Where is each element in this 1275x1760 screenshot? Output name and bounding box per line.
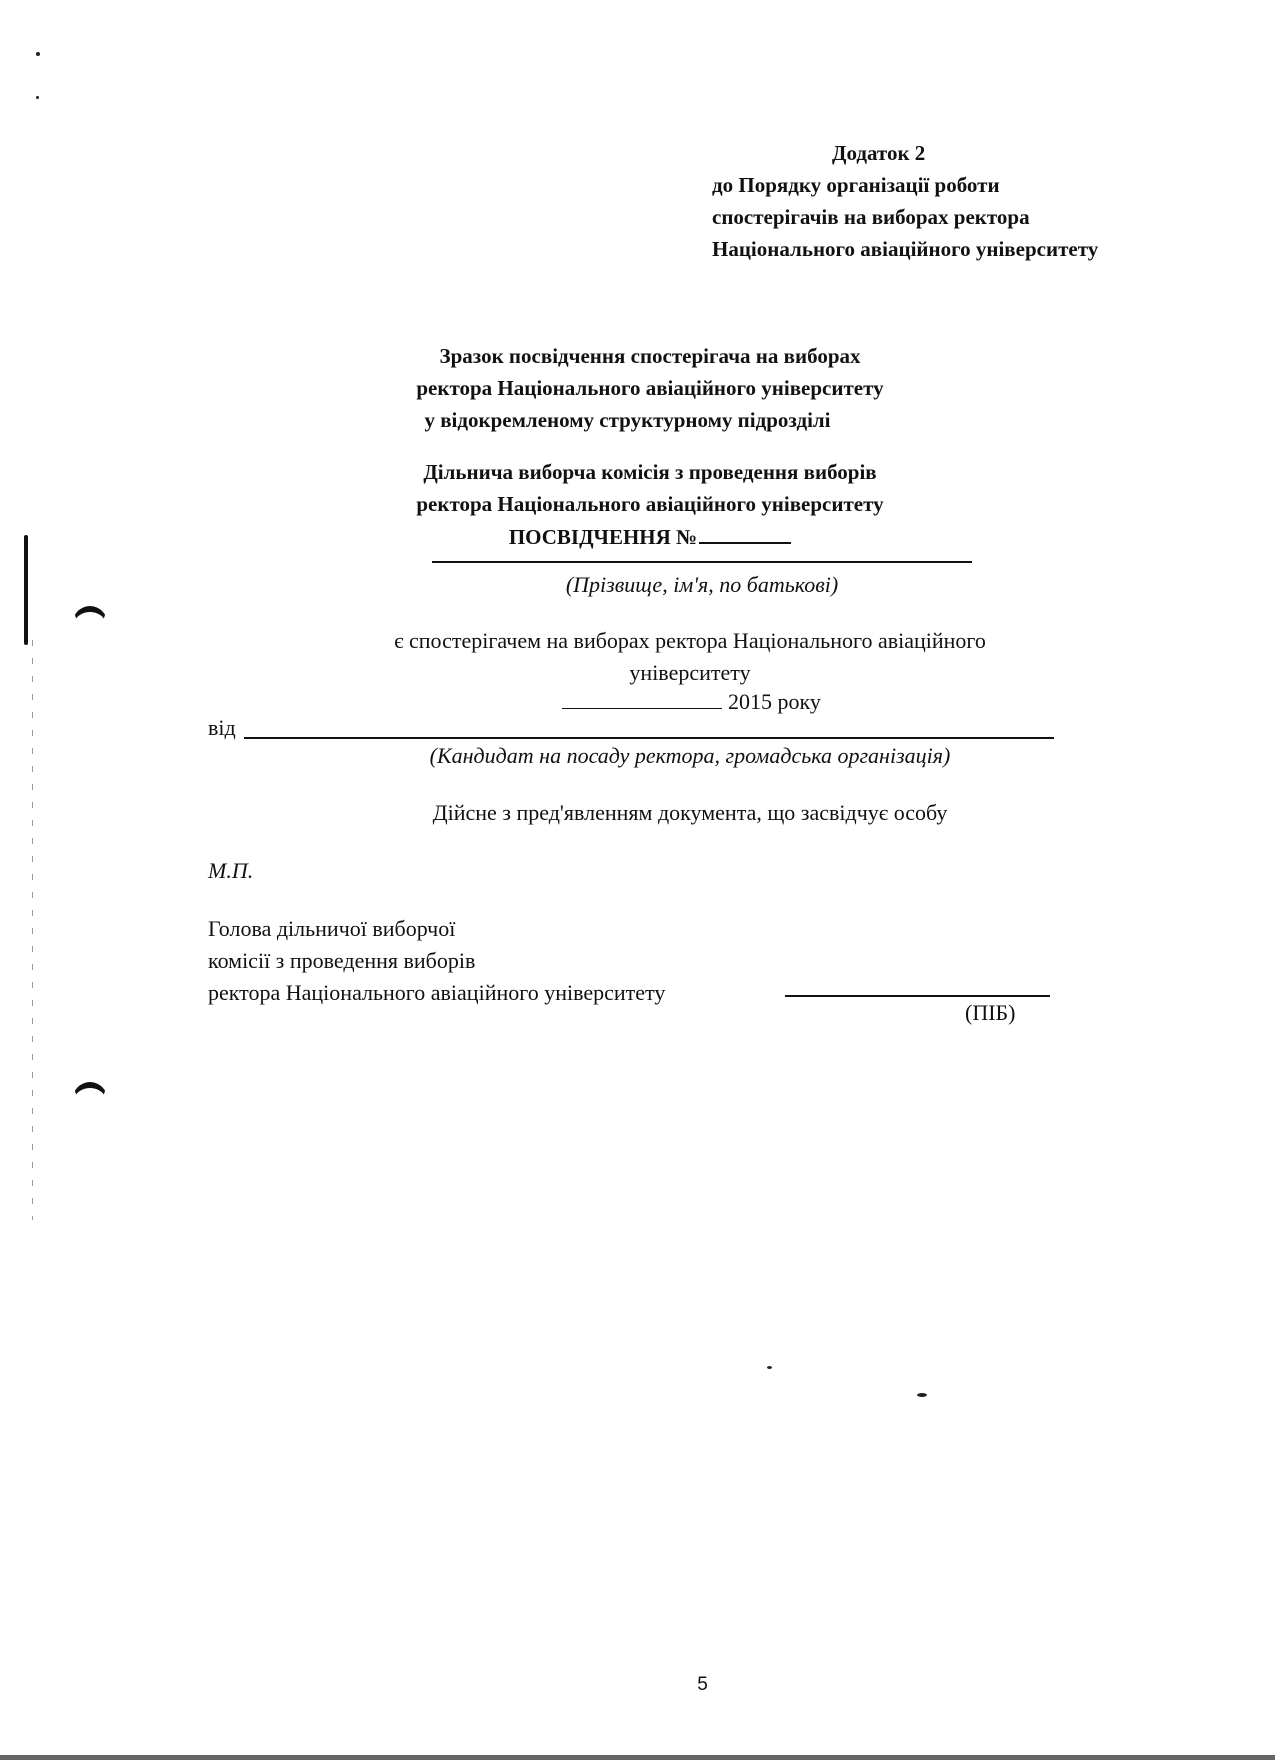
- signature-line: Голова дільничої виборчої: [208, 916, 456, 941]
- scan-speck: [36, 52, 40, 56]
- signature-caption: (ПІБ): [965, 1000, 1016, 1025]
- title-line: Зразок посвідчення спостерігача на виборах: [439, 344, 861, 368]
- signature-block: [208, 913, 665, 1009]
- observer-line: є спостерігачем на виборах ректора Національного авіаційного: [394, 628, 986, 653]
- appendix-line: Національного авіаційного університету: [712, 237, 1099, 261]
- page-number: 5: [697, 1674, 708, 1695]
- appendix-header: [712, 137, 1098, 265]
- commission-line: Дільнича виборча комісія з проведення виборів: [423, 460, 877, 484]
- scan-speck: [36, 96, 39, 99]
- signature-line: ректора Національного авіаційного університету: [208, 980, 666, 1005]
- year-text: 2015 року: [728, 689, 821, 714]
- punch-hole-mark: [72, 1082, 108, 1120]
- certificate-number-field[interactable]: [699, 520, 791, 544]
- name-caption: (Прізвище, ім'я, по батькові): [565, 572, 839, 597]
- certificate-label: ПОСВІДЧЕННЯ №: [508, 525, 698, 549]
- title-line: у відокремленому структурному підрозділі: [424, 408, 831, 432]
- scan-speck: [767, 1366, 772, 1369]
- certificate-heading: [300, 520, 1000, 553]
- signature-line: комісії з проведення виборів: [208, 948, 476, 973]
- scan-bottom-edge: [0, 1755, 1275, 1760]
- name-field-line[interactable]: [432, 561, 972, 563]
- scan-speck: [917, 1393, 927, 1397]
- from-label: від: [208, 715, 236, 740]
- scan-edge-dashes: [32, 640, 33, 1220]
- from-caption: (Кандидат на посаду ректора, громадська організація): [429, 743, 951, 768]
- title-line: ректора Національного авіаційного університету: [416, 376, 884, 400]
- stamp-label: М.П.: [208, 858, 254, 883]
- scan-edge-mark: [24, 535, 28, 645]
- appendix-title: Додаток 2: [832, 141, 926, 165]
- document-title: [300, 340, 1000, 436]
- date-line: [562, 686, 821, 718]
- appendix-line: спостерігачів на виборах ректора: [712, 205, 1030, 229]
- date-field[interactable]: [562, 686, 722, 709]
- commission-block: [300, 456, 1000, 553]
- observer-line: університету: [629, 660, 751, 685]
- commission-line: ректора Національного авіаційного університету: [416, 492, 884, 516]
- punch-hole-mark: [72, 606, 108, 644]
- observer-statement: [300, 625, 1080, 689]
- validity-text: Дійсне з пред'явленням документа, що засвідчує особу: [432, 800, 948, 825]
- from-field-line[interactable]: [244, 737, 1054, 739]
- appendix-line: до Порядку організації роботи: [712, 173, 1000, 197]
